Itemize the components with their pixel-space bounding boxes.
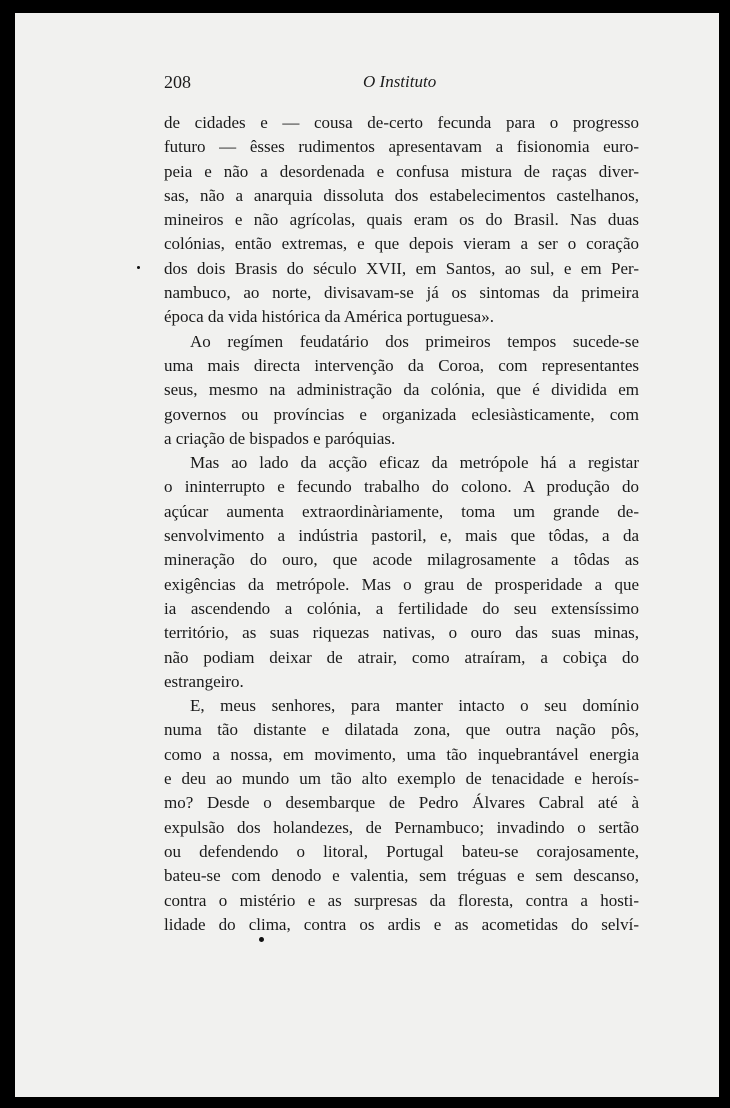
book-page [15, 13, 719, 1097]
text-line: não podiam deixar de atrair, como atraíram, a cobiça do [164, 647, 639, 667]
text-line: mo? Desde o desembarque de Pedro Álvares Cabral até à [164, 793, 639, 813]
text-line: época da vida histórica da América portuguesa». [164, 307, 494, 327]
text-line: senvolvimento a indústria pastoril, e, mais que tôdas, a da [164, 526, 639, 546]
text-line: nambuco, ao norte, divisavam-se já os sintomas da primeira [164, 283, 639, 303]
text-line: e deu ao mundo um tão alto exemplo de tenacidade e heroís- [164, 769, 639, 789]
paragraph-3 [164, 451, 639, 694]
text-line: como a nossa, em movimento, uma tão inquebrantável energia [164, 744, 639, 764]
paragraph-1 [164, 111, 639, 330]
text-line: numa tão distante e dilatada zona, que outra nação pôs, [164, 720, 639, 740]
page-header [164, 70, 634, 96]
body-text [164, 111, 639, 937]
text-line: contra o mistério e as surpresas da floresta, contra a hosti- [164, 890, 639, 910]
page-number: 208 [164, 72, 191, 92]
text-line: de cidades e — cousa de-certo fecunda para o progresso [164, 113, 639, 132]
text-line: colónias, então extremas, e que depois vieram a ser o coração [164, 234, 639, 254]
text-line: futuro — êsses rudimentos apresentavam a fisionomia euro- [164, 137, 639, 157]
paragraph-4 [164, 694, 639, 937]
ink-speck [137, 266, 140, 269]
text-line: governos ou províncias e organizada eclesiàsticamente, com [164, 404, 639, 424]
text-line: ia ascendendo a colónia, a fertilidade do seu extensíssimo [164, 598, 639, 618]
text-line: peia e não a desordenada e confusa mistura de raças diver- [164, 161, 639, 181]
running-head: O Instituto [363, 72, 437, 91]
text-line: uma mais directa intervenção da Coroa, com representantes [164, 355, 639, 375]
text-line: estrangeiro. [164, 671, 244, 691]
ink-speck [259, 937, 264, 942]
paragraph-2 [164, 330, 639, 451]
text-line: bateu-se com denodo e valentia, sem tréguas e sem descanso, [164, 866, 639, 886]
text-line: o ininterrupto e fecundo trabalho do colono. A produção do [164, 477, 639, 497]
text-line: Mas ao lado da acção eficaz da metrópole há a registar [190, 453, 639, 473]
text-line: Ao regímen feudatário dos primeiros tempos sucede-se [190, 331, 639, 351]
text-line: lidade do clima, contra os ardis e as acometidas do selví- [164, 914, 639, 934]
text-line: açúcar aumenta extraordinàriamente, toma um grande de- [164, 501, 639, 521]
text-line: mineração do ouro, que acode milagrosamente a tôdas as [164, 550, 639, 570]
text-line: E, meus senhores, para manter intacto o seu domínio [190, 696, 639, 716]
text-line: a criação de bispados e paróquias. [164, 428, 396, 448]
text-line: seus, mesmo na administração da colónia, que é dividida em [164, 380, 639, 400]
text-line: expulsão dos holandezes, de Pernambuco; invadindo o sertão [164, 817, 639, 837]
text-line: ou defendendo o litoral, Portugal bateu-se corajosamente, [164, 841, 639, 861]
text-line: dos dois Brasis do século XVII, em Santos, ao sul, e em Per- [164, 258, 639, 278]
text-line: sas, não a anarquia dissoluta dos estabelecimentos castelhanos, [164, 185, 639, 205]
text-line: território, as suas riquezas nativas, o ouro das suas minas, [164, 623, 639, 643]
text-line: exigências da metrópole. Mas o grau de prosperidade a que [164, 574, 639, 594]
text-line: mineiros e não agrícolas, quais eram os do Brasil. Nas duas [164, 210, 639, 230]
